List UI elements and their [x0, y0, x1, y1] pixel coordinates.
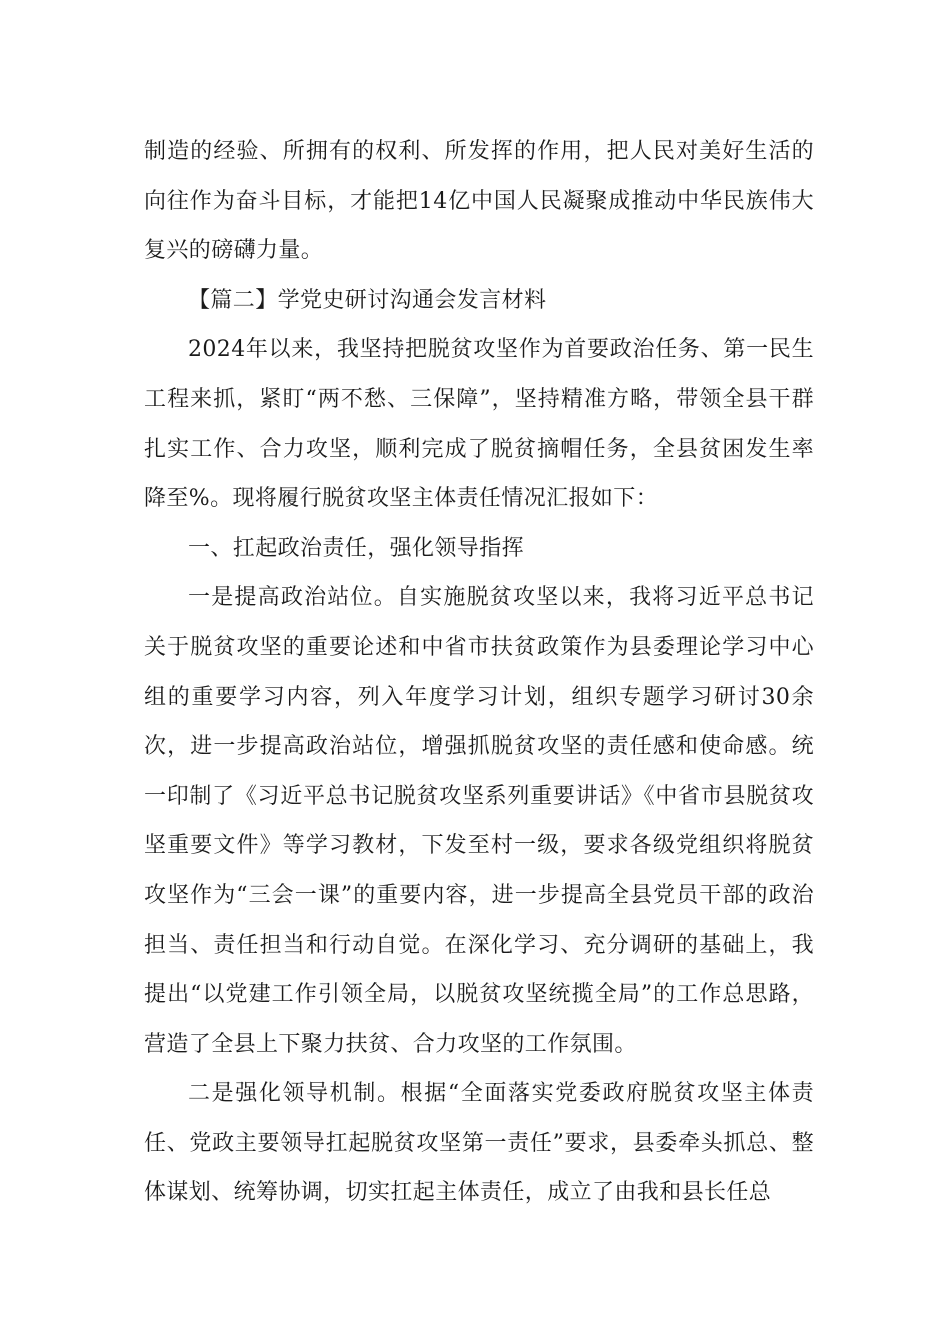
section-heading-one: 一、扛起政治责任，强化领导指挥	[188, 535, 525, 561]
section-heading-part-two: 【篇二】学党史研讨沟通会发言材料	[188, 287, 547, 313]
paragraph-continuation: 制造的经验、所拥有的权利、所发挥的作用，把人民对美好生活的向往作为奋斗目标，才能把14亿中国人民凝聚成推动中华民族伟大复兴的磅礴力量。	[144, 139, 814, 264]
paragraph-leadership-mechanism: 二是强化领导机制。根据“全面落实党委政府脱贫攻坚主体责任、党政主要领导扛起脱贫攻坚第一责任”要求，县委牵头抓总、整体谋划、统筹协调，切实扛起主体责任，成立了由我和县长任总	[144, 1081, 814, 1206]
paragraph-intro: 2024年以来，我坚持把脱贫攻坚作为首要政治任务、第一民生工程来抓，紧盯“两不愁、三保障”，坚持精准方略，带领全县干群扎实工作、合力攻坚，顺利完成了脱贫摘帽任务，全县贫困发生率降至%。现将履行脱贫攻坚主体责任情况汇报如下：	[144, 337, 814, 512]
paragraph-political-standing: 一是提高政治站位。自实施脱贫攻坚以来，我将习近平总书记关于脱贫攻坚的重要论述和中省市扶贫政策作为县委理论学习中心组的重要学习内容，列入年度学习计划，组织专题学习研讨30余次，进一步提高政治站位，增强抓脱贫攻坚的责任感和使命感。统一印制了《习近平总书记脱贫攻坚系列重要讲话》《中省市县脱贫攻坚重要文件》等学习教材，下发至村一级，要求各级党组织将脱贫攻坚作为“三会一课”的重要内容，进一步提高全县党员干部的政治担当、责任担当和行动自觉。在深化学习、充分调研的基础上，我提出“以党建工作引领全局，以脱贫攻坚统揽全局”的工作总思路，营造了全县上下聚力扶贫、合力攻坚的工作氛围。	[144, 585, 814, 1057]
document-body	[144, 127, 814, 1218]
